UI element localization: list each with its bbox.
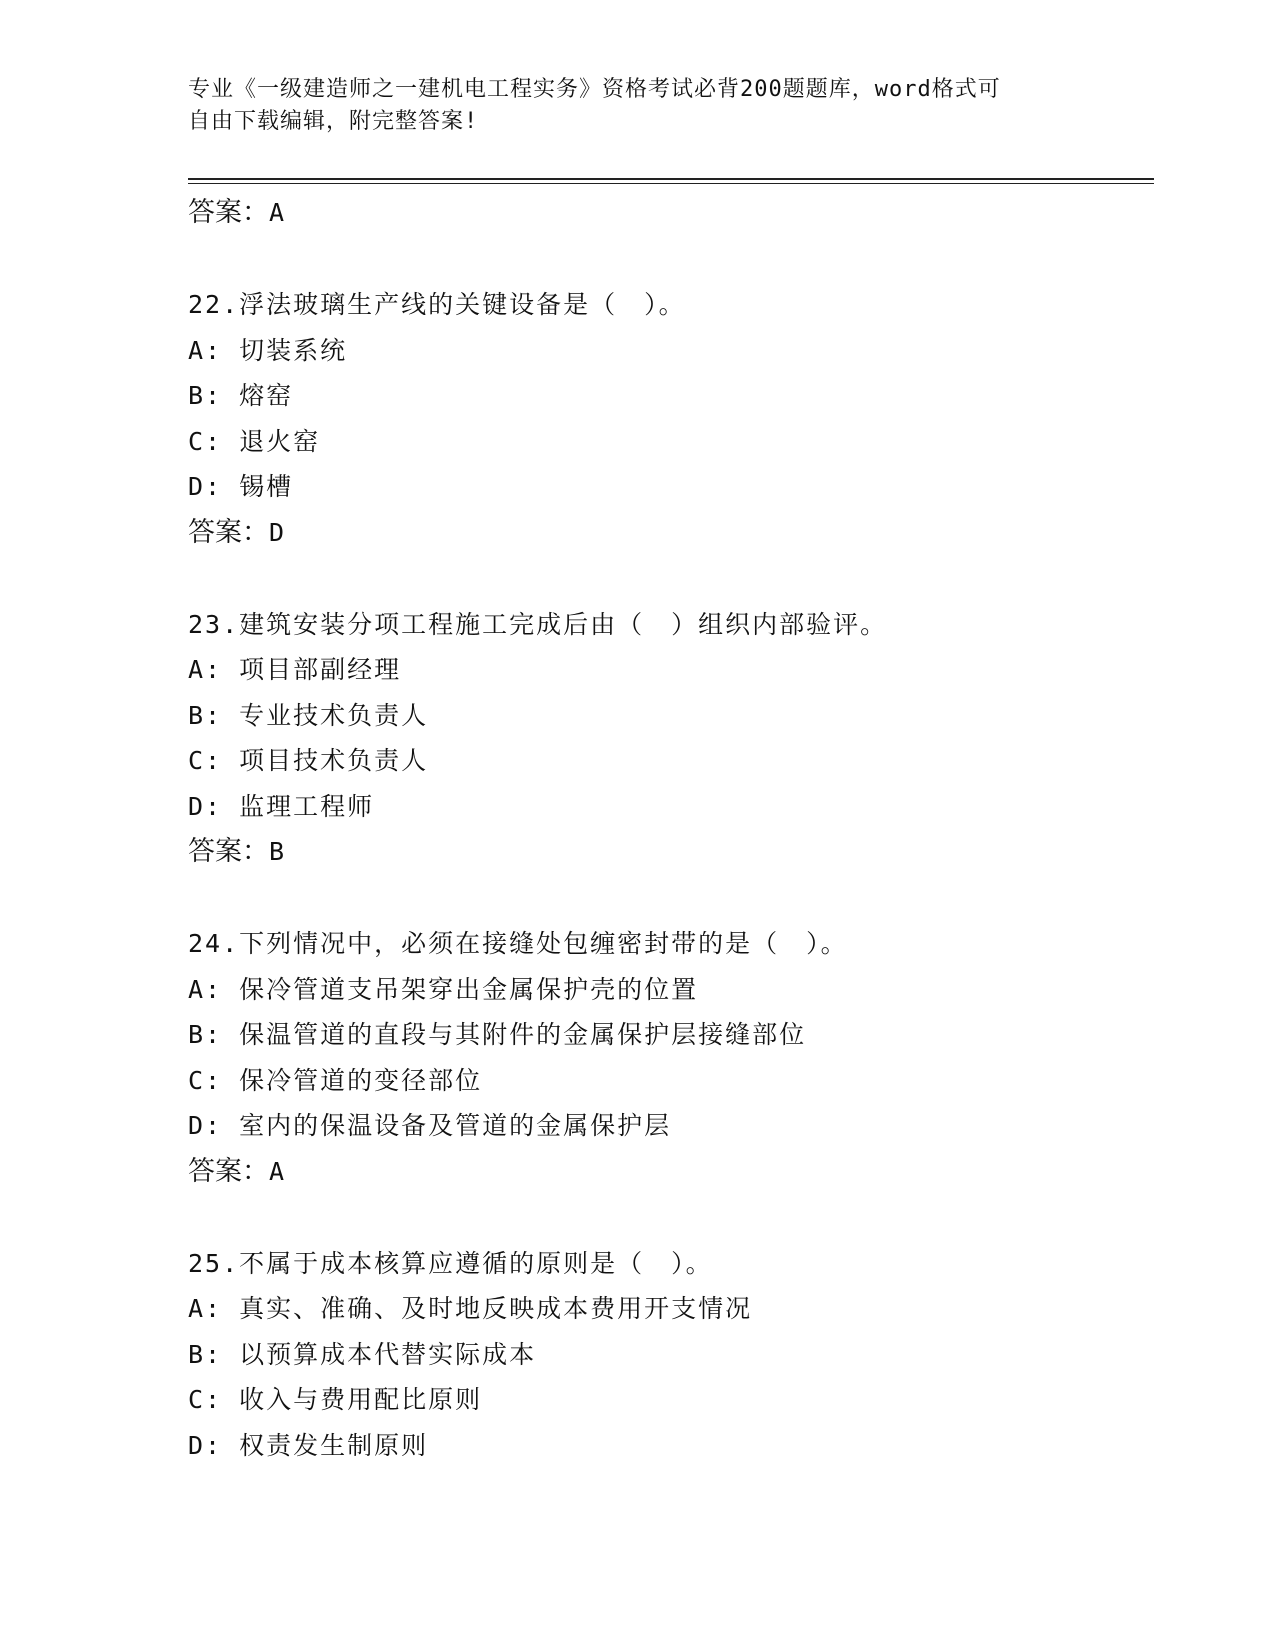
answer-value: B xyxy=(269,837,285,866)
answer-value: A xyxy=(269,198,285,227)
question-text: 24.下列情况中，必须在接缝处包缠密封带的是（ ）。 xyxy=(188,929,848,958)
answer-label: 答案： xyxy=(188,836,269,867)
answer-line xyxy=(188,190,1154,236)
question-text: 22.浮法玻璃生产线的关键设备是（ ）。 xyxy=(188,290,686,319)
answer-value: A xyxy=(269,1156,285,1186)
answer-label: 答案： xyxy=(188,516,269,548)
question-list xyxy=(188,190,1154,1468)
spacer xyxy=(188,556,1154,602)
option-d: D: 监理工程师 xyxy=(188,791,375,821)
answer-line xyxy=(188,510,1154,556)
option-c: C: 保冷管道的变径部位 xyxy=(188,1065,483,1095)
document-header xyxy=(188,74,1088,138)
option-d: D: 权责发生制原则 xyxy=(188,1430,429,1460)
option-c: C: 项目技术负责人 xyxy=(188,746,429,775)
question-block-24 xyxy=(188,921,1154,1195)
header-line-1: 专业《一级建造师之一建机电工程实务》资格考试必背200题题库，word格式可 xyxy=(188,77,1001,102)
answer-line xyxy=(188,1149,1154,1195)
question-block-22 xyxy=(188,282,1154,556)
spacer xyxy=(188,1195,1154,1241)
header-line-2: 自由下载编辑，附完整答案! xyxy=(188,109,479,134)
question-text: 23.建筑安装分项工程施工完成后由（ ）组织内部验评。 xyxy=(188,609,888,639)
question-text: 25.不属于成本核算应遵循的原则是（ ）。 xyxy=(188,1248,713,1278)
option-a: A: 项目部副经理 xyxy=(188,655,402,684)
answer-line xyxy=(188,829,1154,875)
answer-value: D xyxy=(269,517,285,547)
spacer xyxy=(188,236,1154,282)
option-b: B: 保温管道的直段与其附件的金属保护层接缝部位 xyxy=(188,1020,807,1049)
option-a: A: 切装系统 xyxy=(188,335,348,365)
spacer xyxy=(188,875,1154,921)
option-b: B: 以预算成本代替实际成本 xyxy=(188,1339,537,1369)
option-d: D: 室内的保温设备及管道的金属保护层 xyxy=(188,1111,672,1140)
option-b: B: 熔窑 xyxy=(188,381,294,410)
header-divider-thick xyxy=(188,178,1154,180)
answer-label: 答案： xyxy=(188,197,269,228)
question-block-23 xyxy=(188,602,1154,876)
header-divider-thin xyxy=(188,183,1154,184)
option-a: A: 真实、准确、及时地反映成本费用开支情况 xyxy=(188,1294,753,1323)
option-c: C: 退火窑 xyxy=(188,426,321,456)
option-b: B: 专业技术负责人 xyxy=(188,700,429,730)
option-a: A: 保冷管道支吊架穿出金属保护壳的位置 xyxy=(188,974,699,1004)
question-block-25 xyxy=(188,1241,1154,1469)
answer-label: 答案： xyxy=(188,1155,269,1187)
option-d: D: 锡槽 xyxy=(188,472,294,501)
option-c: C: 收入与费用配比原则 xyxy=(188,1385,483,1414)
